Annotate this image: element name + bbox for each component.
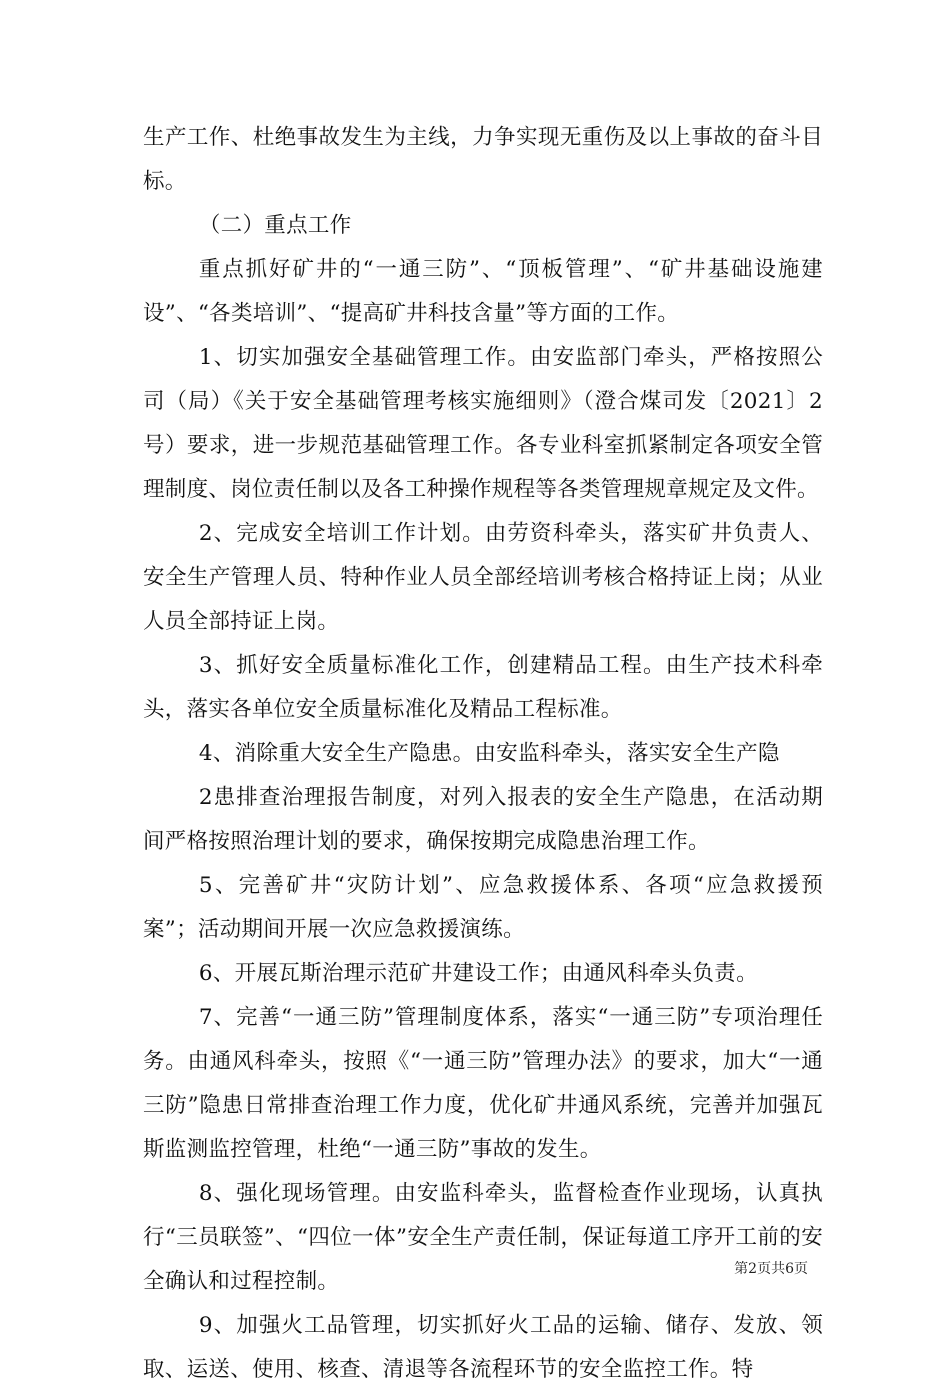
paragraph-item-9: 9、加强火工品管理，切实抓好火工品的运输、储存、发放、领取、运送、使用、核查、清退等各流程环节的安全监控工作。特 xyxy=(143,1313,823,1382)
paragraph-item-3: 3、抓好安全质量标准化工作，创建精品工程。由生产技术科牵头，落实各单位安全质量标准化及精品工程标准。 xyxy=(143,653,823,722)
paragraph-item-6: 6、开展瓦斯治理示范矿井建设工作；由通风科牵头负责。 xyxy=(198,961,758,986)
paragraph-item-5: 5、完善矿井“灾防计划”、应急救援体系、各项“应急救援预案”；活动期间开展一次应急救援演练。 xyxy=(143,873,823,942)
paragraph-item-8: 8、强化现场管理。由安监科牵头，监督检查作业现场，认真执行“三员联签”、“四位一体”安全生产责任制，保证每道工序开工前的安全确认和过程控制。 xyxy=(143,1181,823,1294)
paragraph-continuation: 生产工作、杜绝事故发生为主线，力争实现无重伤及以上事故的奋斗目标。 xyxy=(143,125,823,194)
paragraph-key-work: 重点抓好矿井的“一通三防”、“顶板管理”、“矿井基础设施建设”、“各类培训”、“提高矿井科技含量”等方面的工作。 xyxy=(143,257,823,326)
paragraph-item-1: 1、切实加强安全基础管理工作。由安监部门牵头，严格按照公司（局）《关于安全基础管理考核实施细则》（澄合煤司发〔2021〕2号）要求，进一步规范基础管理工作。各专业科室抓紧制定各项安全管理制度、岗位责任制以及各工种操作规程等各类管理规章规定及文件。 xyxy=(143,345,823,502)
paragraph-item-4-continued: 2患排查治理报告制度，对列入报表的安全生产隐患，在活动期间严格按照治理计划的要求，确保按期完成隐患治理工作。 xyxy=(143,785,823,854)
document-body xyxy=(143,116,823,1392)
paragraph-item-4: 4、消除重大安全生产隐患。由安监科牵头，落实安全生产隐 xyxy=(198,741,780,766)
paragraph-item-2: 2、完成安全培训工作计划。由劳资科牵头，落实矿井负责人、安全生产管理人员、特种作业人员全部经培训考核合格持证上岗；从业人员全部持证上岗。 xyxy=(143,521,823,634)
paragraph-item-7: 7、完善“一通三防”管理制度体系，落实“一通三防”专项治理任务。由通风科牵头，按照《“一通三防”管理办法》的要求，加大“一通三防”隐患日常排查治理工作力度，优化矿井通风系统，完善并加强瓦斯监测监控管理，杜绝“一通三防”事故的发生。 xyxy=(143,1005,823,1162)
section-heading: （二）重点工作 xyxy=(198,213,352,238)
page-number: 第2页共6页 xyxy=(734,1261,808,1277)
